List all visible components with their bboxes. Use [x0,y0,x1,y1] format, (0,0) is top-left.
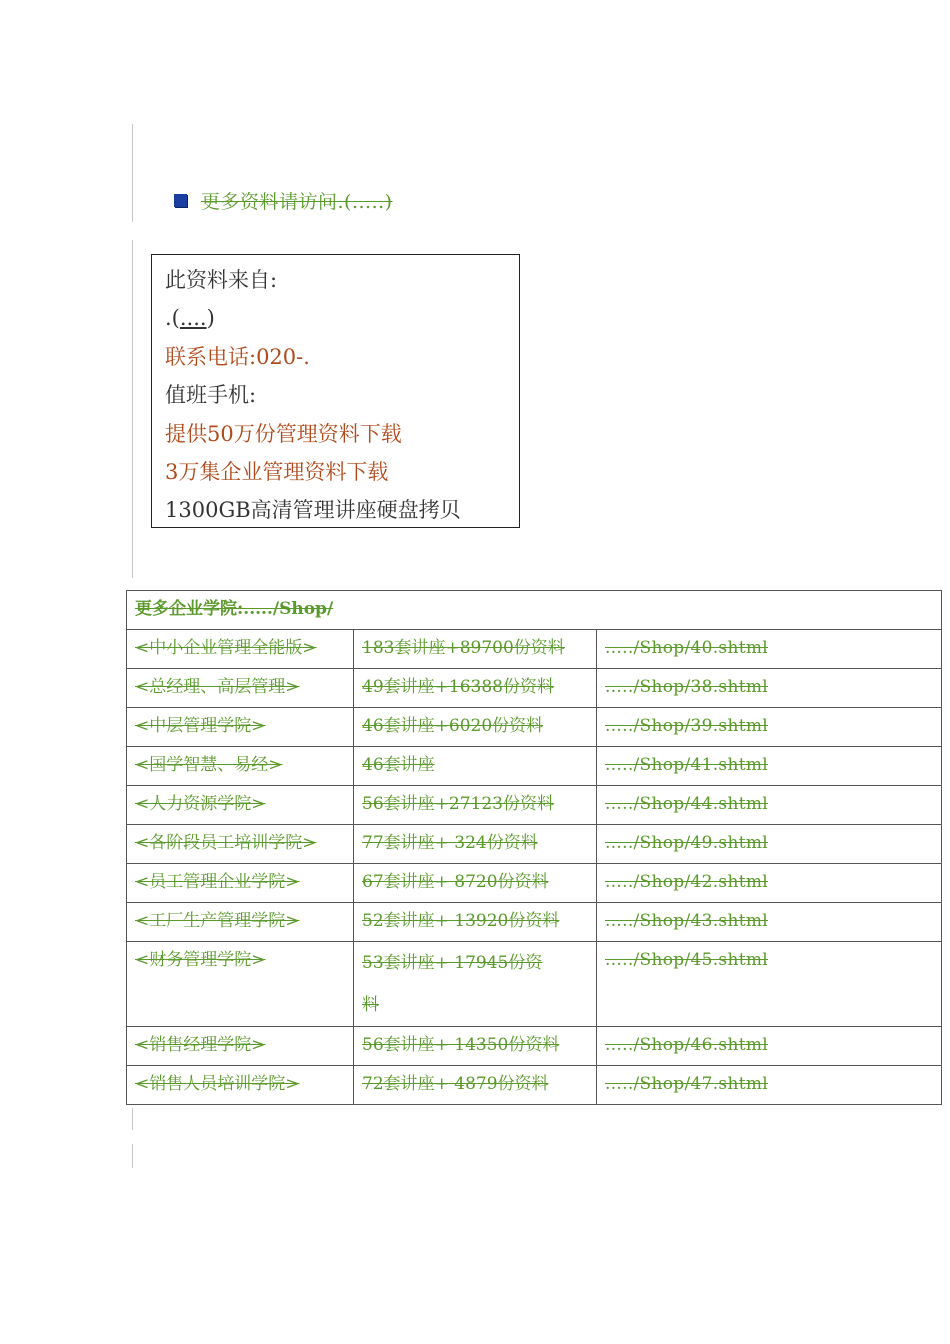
table-row [127,747,942,786]
margin-mark-top [132,124,133,222]
academy-url-link[interactable]: ...../Shop/39.shtml [605,716,768,736]
more-academy-link[interactable]: 更多企业学院:...../Shop/ [135,599,334,619]
table-row [127,786,942,825]
academy-name-link[interactable]: <国学智慧、易经> [135,755,283,775]
table-row [127,942,942,1027]
academy-desc-link[interactable]: 56套讲座+ 14350份资料 [362,1035,560,1055]
academy-desc-link[interactable]: 46套讲座 [362,755,435,775]
table-row [127,1027,942,1066]
source-info-box [151,254,520,528]
academy-url-link[interactable]: ...../Shop/44.shtml [605,794,768,814]
offer-line-1: 提供50万份管理资料下载 [165,421,402,446]
more-info-link[interactable]: 更多资料请访问.(.....) [201,190,393,213]
academy-name-link[interactable]: <工厂生产管理学院> [135,911,300,931]
academy-name-link[interactable]: <中层管理学院> [135,716,266,736]
academy-name-link[interactable]: <销售人员培训学院> [135,1074,300,1094]
table-row [127,669,942,708]
academy-name-link[interactable]: <总经理、高层管理> [135,677,300,697]
academy-url-link[interactable]: ...../Shop/42.shtml [605,872,768,892]
academy-desc-link[interactable]: 49套讲座+16388份资料 [362,677,554,697]
academy-name-link[interactable]: <员工管理企业学院> [135,872,300,892]
academy-table [126,590,942,1105]
phone-line: 联系电话:020-. [165,344,310,369]
offer-line-2: 3万集企业管理资料下载 [165,460,389,485]
offer-line-3: 1300GB高清管理讲座硬盘拷贝 [165,498,461,523]
academy-url-link[interactable]: ...../Shop/38.shtml [605,677,768,697]
academy-desc-link[interactable]: 46套讲座+6020份资料 [362,716,544,736]
academy-url-link[interactable]: ...../Shop/46.shtml [605,1035,768,1055]
source-url-line [165,299,519,337]
academy-name-link[interactable]: <各阶段员工培训学院> [135,833,317,853]
academy-name-link[interactable]: <中小企业管理全能版> [135,638,317,658]
margin-mark-bottom [132,1144,133,1168]
margin-mark-lower [132,1108,133,1130]
academy-url-link[interactable]: ...../Shop/43.shtml [605,911,768,931]
table-row [127,1066,942,1105]
table-row [127,630,942,669]
academy-name-link[interactable]: <财务管理学院> [135,950,266,970]
academy-name-link[interactable]: <人力资源学院> [135,794,266,814]
bullet-line [174,186,393,214]
academy-name-link[interactable]: <销售经理学院> [135,1035,266,1055]
academy-desc-link[interactable]: 52套讲座+ 13920份资料 [362,911,560,931]
academy-desc-link[interactable]: 53套讲座+ 17945份资 [362,953,543,973]
source-url-link[interactable]: .... [179,306,207,331]
table-header-cell [127,591,942,630]
academy-url-link[interactable]: ...../Shop/40.shtml [605,638,768,658]
table-header-row [127,591,942,630]
table-row [127,903,942,942]
source-url-prefix: .( [165,306,180,331]
academy-desc-link[interactable]: 77套讲座+ 324份资料 [362,833,538,853]
source-label: 此资料来自: [165,268,278,292]
academy-url-link[interactable]: ...../Shop/41.shtml [605,755,768,775]
academy-desc-link[interactable]: 72套讲座+ 4879份资料 [362,1074,549,1094]
table-row [127,864,942,903]
academy-desc-link[interactable]: 183套讲座+89700份资料 [362,638,565,658]
table-row [127,708,942,747]
academy-url-link[interactable]: ...../Shop/45.shtml [605,950,768,970]
table-row [127,825,942,864]
academy-desc-link[interactable]: 56套讲座+27123份资料 [362,794,554,814]
mobile-line: 值班手机: [165,383,257,408]
academy-desc-link[interactable]: 67套讲座+ 8720份资料 [362,872,549,892]
academy-desc-link-continued[interactable]: 料 [362,995,379,1015]
academy-url-link[interactable]: ...../Shop/47.shtml [605,1074,768,1094]
source-url-suffix: ) [206,306,215,331]
academy-url-link[interactable]: ...../Shop/49.shtml [605,833,768,853]
margin-mark-middle [132,240,133,578]
square-bullet-icon [174,194,187,207]
